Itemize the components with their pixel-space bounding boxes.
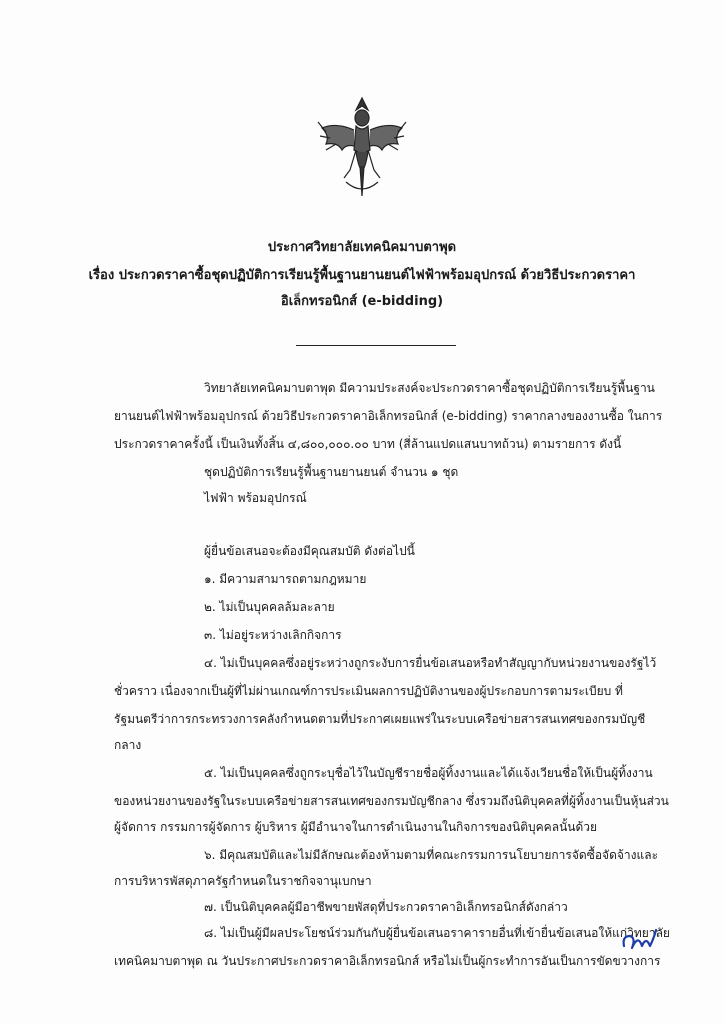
item-line-1: ชุดปฏิบัติการเรียนรู้พื้นฐานยานยนต์ จำนวน ๑ ชุด: [204, 465, 459, 479]
qualification-4-line-2: ชั่วคราว เนื่องจากเป็นผู้ที่ไม่ผ่านเกณฑ์การประเมินผลการปฏิบัติงานของผู้ประกอบการตามระเบียบ ที่: [114, 684, 623, 698]
intro-line-1: วิทยาลัยเทคนิคมาบตาพุด มีความประสงค์จะประกวดราคาซื้อชุดปฏิบัติการเรียนรู้พื้นฐาน: [204, 381, 655, 395]
document-subject-line-2: อิเล็กทรอนิกส์ (e-bidding): [280, 294, 444, 309]
title-divider: [296, 345, 456, 346]
item-line-2: ไฟฟ้า พร้อมอุปกรณ์: [204, 491, 307, 505]
intro-line-3: ประกวดราคาครั้งนี้ เป็นเงินทั้งสิ้น ๔,๘๐๐,๐๐๐.๐๐ บาท (สี่ล้านแปดแสนบาทถ้วน) ตามรายการ ดังนี้: [114, 437, 622, 451]
qualification-3: ๓. ไม่อยู่ระหว่างเลิกกิจการ: [204, 628, 342, 642]
qualification-4-line-1: ๔. ไม่เป็นบุคคลซึ่งอยู่ระหว่างถูกระงับการยื่นข้อเสนอหรือทำสัญญากับหน่วยงานของรัฐไว้: [204, 656, 657, 670]
garuda-emblem-icon: [316, 92, 408, 202]
document-subject-line-1: เรื่อง ประกวดราคาซื้อชุดปฏิบัติการเรียนรู้พื้นฐานยานยนต์ไฟฟ้าพร้อมอุปกรณ์ ด้วยวิธีประกวดราคา: [88, 268, 636, 283]
qualification-4-line-3: รัฐมนตรีว่าการกระทรวงการคลังกำหนดตามที่ประกาศเผยแพร่ในระบบเครือข่ายสารสนเทศของกรมบัญชี: [114, 712, 646, 726]
qualification-4-line-4: กลาง: [114, 738, 142, 752]
document-title: ประกาศวิทยาลัยเทคนิคมาบตาพุด: [267, 240, 457, 255]
qualification-6-line-1: ๖. มีคุณสมบัติและไม่มีลักษณะต้องห้ามตามที่คณะกรรมการนโยบายการจัดซื้อจัดจ้างและ: [204, 848, 659, 862]
qualification-8-line-1: ๘. ไม่เป็นผู้มีผลประโยชน์ร่วมกันกับผู้ยื่นข้อเสนอราคารายอื่นที่เข้ายื่นข้อเสนอให้แก่วิทยาลัย: [204, 926, 670, 940]
qualification-5-line-2: ของหน่วยงานของรัฐในระบบเครือข่ายสารสนเทศของกรมบัญชีกลาง ซึ่งรวมถึงนิติบุคคลที่ผู้ทิ้งงานเป็นหุ้นส่วน: [114, 794, 669, 808]
intro-line-2: ยานยนต์ไฟฟ้าพร้อมอุปกรณ์ ด้วยวิธีประกวดราคาอิเล็กทรอนิกส์ (e-bidding) ราคากลางของงานซื้อ ในการ: [114, 409, 663, 423]
qualification-7: ๗. เป็นนิติบุคคลผู้มีอาชีพขายพัสดุที่ประกวดราคาอิเล็กทรอนิกส์ดังกล่าว: [204, 900, 568, 914]
qualification-6-line-2: การบริหารพัสดุภาครัฐกำหนดในราชกิจจานุเบกษา: [114, 874, 372, 888]
qualification-5-line-3: ผู้จัดการ กรรมการผู้จัดการ ผู้บริหาร ผู้มีอำนาจในการดำเนินงานในกิจการของนิติบุคคลนั้นด้วย: [114, 820, 598, 834]
qualification-2: ๒. ไม่เป็นบุคคลล้มละลาย: [204, 600, 335, 614]
qualification-8-line-2: เทคนิคมาบตาพุด ณ วันประกาศประกวดราคาอิเล็กทรอนิกส์ หรือไม่เป็นผู้กระทำการอันเป็นการขัดขวางการ: [114, 954, 661, 968]
signature-icon: [620, 924, 660, 956]
qualification-header: ผู้ยื่นข้อเสนอจะต้องมีคุณสมบัติ ดังต่อไปนี้: [204, 544, 415, 558]
qualification-5-line-1: ๕. ไม่เป็นบุคคลซึ่งถูกระบุชื่อไว้ในบัญชีรายชื่อผู้ทิ้งงานและได้แจ้งเวียนชื่อให้เป็นผู้ทิ้งงาน: [204, 766, 653, 780]
qualification-1: ๑. มีความสามารถตามกฎหมาย: [204, 572, 367, 586]
